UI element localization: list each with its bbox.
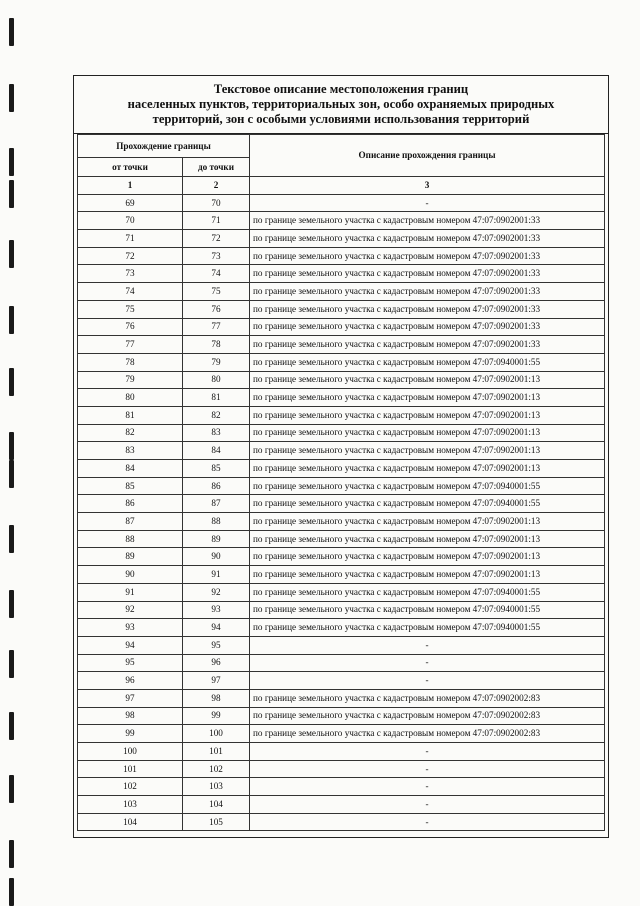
boundary-description: по границе земельного участка с кадастровым номером 47:07:0902001:13 bbox=[250, 460, 605, 478]
to-point: 100 bbox=[183, 725, 250, 743]
boundary-description: по границе земельного участка с кадастровым номером 47:07:0902002:83 bbox=[250, 689, 605, 707]
from-point: 72 bbox=[78, 247, 183, 265]
boundary-description: по границе земельного участка с кадастровым номером 47:07:0902001:33 bbox=[250, 247, 605, 265]
to-point: 97 bbox=[183, 672, 250, 690]
table-row bbox=[78, 300, 605, 318]
table-row bbox=[78, 477, 605, 495]
boundary-description: по границе земельного участка с кадастровым номером 47:07:0902002:83 bbox=[250, 707, 605, 725]
from-point: 83 bbox=[78, 442, 183, 460]
table-row bbox=[78, 583, 605, 601]
boundary-description: по границе земельного участка с кадастровым номером 47:07:0902002:83 bbox=[250, 725, 605, 743]
table-row bbox=[78, 619, 605, 637]
to-point: 76 bbox=[183, 300, 250, 318]
table-row bbox=[78, 796, 605, 814]
boundary-description: по границе земельного участка с кадастровым номером 47:07:0902001:13 bbox=[250, 566, 605, 584]
header-num-1: 1 bbox=[78, 177, 183, 195]
to-point: 78 bbox=[183, 336, 250, 354]
to-point: 81 bbox=[183, 389, 250, 407]
table-row bbox=[78, 265, 605, 283]
table-row bbox=[78, 743, 605, 761]
boundary-description: по границе земельного участка с кадастровым номером 47:07:0902001:13 bbox=[250, 513, 605, 531]
table-row bbox=[78, 442, 605, 460]
to-point: 79 bbox=[183, 353, 250, 371]
header-num-3: 3 bbox=[250, 177, 605, 195]
boundary-description: - bbox=[250, 636, 605, 654]
from-point: 100 bbox=[78, 743, 183, 761]
to-point: 94 bbox=[183, 619, 250, 637]
boundary-description: - bbox=[250, 672, 605, 690]
boundary-description: - bbox=[250, 796, 605, 814]
from-point: 88 bbox=[78, 530, 183, 548]
from-point: 78 bbox=[78, 353, 183, 371]
from-point: 75 bbox=[78, 300, 183, 318]
from-point: 103 bbox=[78, 796, 183, 814]
from-point: 86 bbox=[78, 495, 183, 513]
from-point: 79 bbox=[78, 371, 183, 389]
to-point: 74 bbox=[183, 265, 250, 283]
from-point: 87 bbox=[78, 513, 183, 531]
boundary-description: - bbox=[250, 654, 605, 672]
table-row bbox=[78, 247, 605, 265]
to-point: 73 bbox=[183, 247, 250, 265]
table-row bbox=[78, 336, 605, 354]
boundary-description: по границе земельного участка с кадастровым номером 47:07:0940001:55 bbox=[250, 601, 605, 619]
table-row bbox=[78, 283, 605, 301]
boundary-description: по границе земельного участка с кадастровым номером 47:07:0902001:13 bbox=[250, 406, 605, 424]
header-to: до точки bbox=[183, 158, 250, 177]
boundary-description: по границе земельного участка с кадастровым номером 47:07:0902001:33 bbox=[250, 300, 605, 318]
header-num-2: 2 bbox=[183, 177, 250, 195]
boundary-description: по границе земельного участка с кадастровым номером 47:07:0902001:33 bbox=[250, 230, 605, 248]
boundary-description: по границе земельного участка с кадастровым номером 47:07:0902001:33 bbox=[250, 265, 605, 283]
to-point: 93 bbox=[183, 601, 250, 619]
document-title bbox=[74, 76, 608, 134]
from-point: 76 bbox=[78, 318, 183, 336]
to-point: 90 bbox=[183, 548, 250, 566]
table-row bbox=[78, 460, 605, 478]
table-row bbox=[78, 707, 605, 725]
to-point: 95 bbox=[183, 636, 250, 654]
to-point: 85 bbox=[183, 460, 250, 478]
boundary-description: по границе земельного участка с кадастровым номером 47:07:0940001:55 bbox=[250, 619, 605, 637]
table-row bbox=[78, 424, 605, 442]
from-point: 90 bbox=[78, 566, 183, 584]
from-point: 102 bbox=[78, 778, 183, 796]
to-point: 105 bbox=[183, 813, 250, 831]
from-point: 73 bbox=[78, 265, 183, 283]
table-row bbox=[78, 601, 605, 619]
table-row bbox=[78, 760, 605, 778]
to-point: 89 bbox=[183, 530, 250, 548]
boundary-description: по границе земельного участка с кадастровым номером 47:07:0940001:55 bbox=[250, 583, 605, 601]
boundary-description: по границе земельного участка с кадастровым номером 47:07:0902001:13 bbox=[250, 424, 605, 442]
to-point: 77 bbox=[183, 318, 250, 336]
table-row bbox=[78, 672, 605, 690]
title-line-1: Текстовое описание местоположения границ bbox=[213, 82, 469, 96]
to-point: 71 bbox=[183, 212, 250, 230]
boundary-description: - bbox=[250, 813, 605, 831]
to-point: 84 bbox=[183, 442, 250, 460]
from-point: 70 bbox=[78, 212, 183, 230]
from-point: 92 bbox=[78, 601, 183, 619]
boundary-description: по границе земельного участка с кадастровым номером 47:07:0940001:55 bbox=[250, 495, 605, 513]
boundary-table bbox=[77, 134, 605, 831]
from-point: 80 bbox=[78, 389, 183, 407]
from-point: 77 bbox=[78, 336, 183, 354]
to-point: 72 bbox=[183, 230, 250, 248]
boundary-description: по границе земельного участка с кадастровым номером 47:07:0902001:13 bbox=[250, 442, 605, 460]
table-row bbox=[78, 389, 605, 407]
boundary-description: по границе земельного участка с кадастровым номером 47:07:0902001:13 bbox=[250, 389, 605, 407]
boundary-description: - bbox=[250, 760, 605, 778]
table-row bbox=[78, 530, 605, 548]
to-point: 92 bbox=[183, 583, 250, 601]
from-point: 96 bbox=[78, 672, 183, 690]
from-point: 89 bbox=[78, 548, 183, 566]
to-point: 75 bbox=[183, 283, 250, 301]
title-line-2: населенных пунктов, территориальных зон, особо охраняемых природных bbox=[127, 97, 555, 111]
to-point: 102 bbox=[183, 760, 250, 778]
to-point: 70 bbox=[183, 194, 250, 212]
from-point: 104 bbox=[78, 813, 183, 831]
from-point: 93 bbox=[78, 619, 183, 637]
to-point: 83 bbox=[183, 424, 250, 442]
to-point: 96 bbox=[183, 654, 250, 672]
to-point: 86 bbox=[183, 477, 250, 495]
to-point: 80 bbox=[183, 371, 250, 389]
boundary-description: по границе земельного участка с кадастровым номером 47:07:0940001:55 bbox=[250, 353, 605, 371]
title-line-3: территорий, зон с особыми условиями использования территорий bbox=[152, 112, 530, 126]
from-point: 97 bbox=[78, 689, 183, 707]
boundary-description: по границе земельного участка с кадастровым номером 47:07:0902001:33 bbox=[250, 336, 605, 354]
to-point: 91 bbox=[183, 566, 250, 584]
table-row bbox=[78, 353, 605, 371]
table-row bbox=[78, 230, 605, 248]
header-description: Описание прохождения границы bbox=[250, 135, 605, 177]
from-point: 95 bbox=[78, 654, 183, 672]
to-point: 103 bbox=[183, 778, 250, 796]
from-point: 84 bbox=[78, 460, 183, 478]
table-row bbox=[78, 548, 605, 566]
table-row bbox=[78, 778, 605, 796]
from-point: 91 bbox=[78, 583, 183, 601]
boundary-description: - bbox=[250, 778, 605, 796]
table-row bbox=[78, 654, 605, 672]
boundary-description: по границе земельного участка с кадастровым номером 47:07:0902001:13 bbox=[250, 371, 605, 389]
table-row bbox=[78, 813, 605, 831]
table-row bbox=[78, 318, 605, 336]
from-point: 69 bbox=[78, 194, 183, 212]
from-point: 85 bbox=[78, 477, 183, 495]
table-row bbox=[78, 566, 605, 584]
from-point: 81 bbox=[78, 406, 183, 424]
table-row bbox=[78, 725, 605, 743]
boundary-description: - bbox=[250, 194, 605, 212]
from-point: 74 bbox=[78, 283, 183, 301]
to-point: 82 bbox=[183, 406, 250, 424]
boundary-description: по границе земельного участка с кадастровым номером 47:07:0902001:13 bbox=[250, 548, 605, 566]
boundary-description: по границе земельного участка с кадастровым номером 47:07:0940001:55 bbox=[250, 477, 605, 495]
to-point: 99 bbox=[183, 707, 250, 725]
table-row bbox=[78, 194, 605, 212]
header-from: от точки bbox=[78, 158, 183, 177]
document-frame bbox=[73, 75, 609, 838]
boundary-description: по границе земельного участка с кадастровым номером 47:07:0902001:33 bbox=[250, 318, 605, 336]
from-point: 98 bbox=[78, 707, 183, 725]
to-point: 104 bbox=[183, 796, 250, 814]
table-row bbox=[78, 636, 605, 654]
from-point: 94 bbox=[78, 636, 183, 654]
table-row bbox=[78, 371, 605, 389]
to-point: 88 bbox=[183, 513, 250, 531]
boundary-description: по границе земельного участка с кадастровым номером 47:07:0902001:13 bbox=[250, 530, 605, 548]
from-point: 99 bbox=[78, 725, 183, 743]
table-row bbox=[78, 689, 605, 707]
binder-holes bbox=[9, 0, 21, 905]
from-point: 71 bbox=[78, 230, 183, 248]
boundary-description: - bbox=[250, 743, 605, 761]
from-point: 82 bbox=[78, 424, 183, 442]
header-group: Прохождение границы bbox=[78, 135, 250, 158]
table-row bbox=[78, 513, 605, 531]
to-point: 87 bbox=[183, 495, 250, 513]
from-point: 101 bbox=[78, 760, 183, 778]
table-row bbox=[78, 406, 605, 424]
boundary-description: по границе земельного участка с кадастровым номером 47:07:0902001:33 bbox=[250, 212, 605, 230]
table-row bbox=[78, 495, 605, 513]
to-point: 98 bbox=[183, 689, 250, 707]
table-row bbox=[78, 212, 605, 230]
boundary-description: по границе земельного участка с кадастровым номером 47:07:0902001:33 bbox=[250, 283, 605, 301]
to-point: 101 bbox=[183, 743, 250, 761]
